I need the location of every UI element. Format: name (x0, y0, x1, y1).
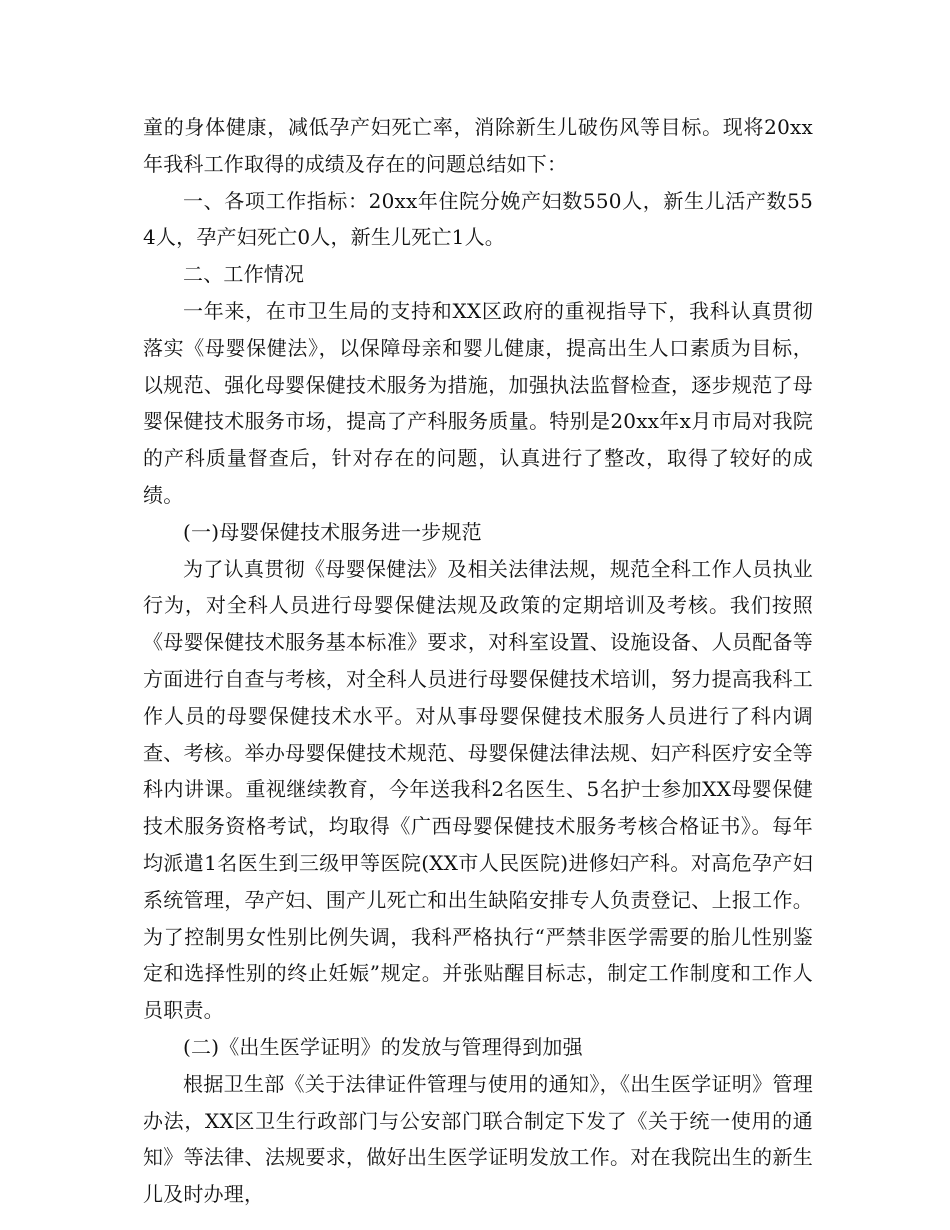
document-body (143, 109, 813, 1213)
paragraph-continuation: 童的身体健康，减低孕产妇死亡率，消除新生儿破伤风等目标。现将20xx年我科工作取得的成绩及存在的问题总结如下： (143, 115, 813, 176)
subsection-heading-2: (二)《出生医学证明》的发放与管理得到加强 (183, 1034, 583, 1059)
paragraph-work-indicators: 一、各项工作指标：20xx年住院分娩产妇数550人，新生儿活产数554人，孕产妇死亡0人，新生儿死亡1人。 (143, 188, 813, 250)
paragraph-year-overview: 一年来，在市卫生局的支持和XX区政府的重视指导下，我科认真贯彻落实《母婴保健法》，以保障母亲和婴儿健康，提高出生人口素质为目标，以规范、强化母婴保健技术服务为措施，加强执法监督检查，逐步规范了母婴保健技术服务市场，提高了产科服务质量。特别是20xx年x月市局对我院的产科质量督查后，针对存在的问题，认真进行了整改，取得了较好的成绩。 (143, 298, 813, 507)
subsection-heading-1: (一)母婴保健技术服务进一步规范 (183, 519, 482, 544)
paragraph-maternal-health-standards: 为了认真贯彻《母婴保健法》及相关法律法规，规范全科工作人员执业行为，对全科人员进行母婴保健法规及政策的定期培训及考核。我们按照《母婴保健技术服务基本标准》要求，对科室设置、设施设备、人员配备等方面进行自查与考核，对全科人员进行母婴保健技术培训，努力提高我科工作人员的母婴保健技术水平。对从事母婴保健技术服务人员进行了科内调查、考核。举办母婴保健技术规范、母婴保健法律法规、妇产科医疗安全等科内讲课。重视继续教育，今年送我科2名医生、5名护士参加XX母婴保健技术服务资格考试，均取得《广西母婴保健技术服务考核合格证书》。每年均派遣1名医生到三级甲等医院(XX市人民医院)进修妇产科。对高危孕产妇系统管理，孕产妇、围产儿死亡和出生缺陷安排专人负责登记、上报工作。为了控制男女性别比例失调，我科严格执行“严禁非医学需要的胎儿性别鉴定和选择性别的终止妊娠”规定。并张贴醒目标志，制定工作制度和工作人员职责。 (143, 556, 813, 1023)
paragraph-birth-certificate: 根据卫生部《关于法律证件管理与使用的通知》，《出生医学证明》管理办法，XX区卫生行政部门与公安部门联合制定下发了《关于统一使用的通知》等法律、法规要求，做好出生医学证明发放工作。对在我院出生的新生儿及时办理， (143, 1071, 813, 1207)
section-heading-work-situation: 二、工作情况 (183, 262, 305, 287)
